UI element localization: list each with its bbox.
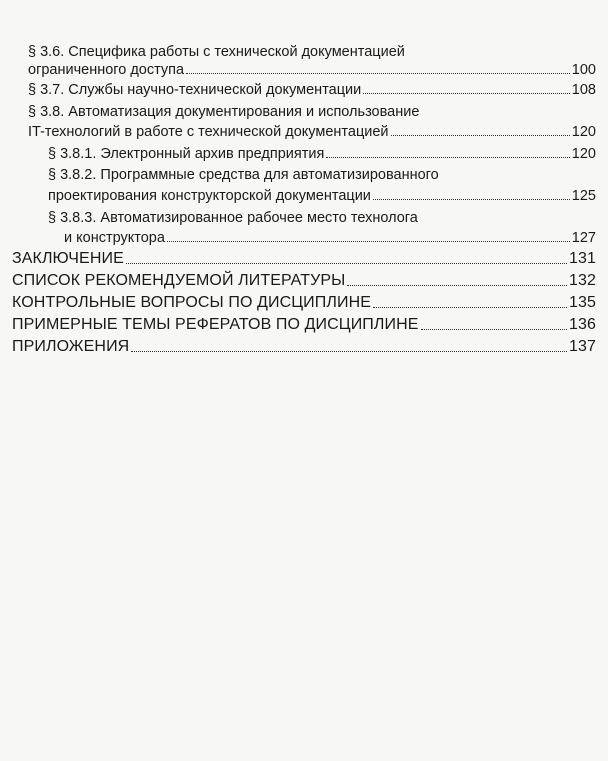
toc-entry-3-8-line2: IT-технологий в работе с технической документацией	[28, 124, 389, 140]
page-number: 132	[569, 272, 596, 289]
toc-entry-text: ПРИМЕРНЫЕ ТЕМЫ РЕФЕРАТОВ ПО ДИСЦИПЛИНЕ	[12, 316, 419, 333]
toc-entry-3-8-2[interactable]	[48, 188, 596, 204]
page-number: 100	[571, 62, 596, 78]
toc-entry-3-6[interactable]	[28, 62, 596, 78]
dot-leader	[363, 92, 570, 94]
page-number: 120	[571, 146, 596, 162]
toc-entry-3-8-1[interactable]	[48, 146, 596, 162]
dot-leader	[326, 156, 569, 158]
toc-entry-3-6-line1: § 3.6. Специфика работы с технической документацией	[28, 44, 405, 60]
page-number: 108	[571, 82, 596, 98]
toc-entry-3-6-line2: ограниченного доступа	[28, 62, 185, 78]
toc-entry-conclusion[interactable]	[12, 250, 596, 268]
toc-entry-literature[interactable]	[12, 272, 596, 290]
toc-entry-text: ЗАКЛЮЧЕНИЕ	[12, 250, 124, 267]
dot-leader	[391, 134, 570, 136]
dot-leader	[373, 198, 570, 200]
page-number: 131	[569, 250, 596, 267]
toc-entry-3-8-3[interactable]	[64, 230, 596, 246]
toc-entry-text: ПРИЛОЖЕНИЯ	[12, 338, 130, 355]
toc-entry-3-8-line1: § 3.8. Автоматизация документирования и использование	[28, 104, 420, 120]
dot-leader	[167, 240, 570, 242]
toc-entry-text: § 3.8.1. Электронный архив предприятия	[48, 146, 325, 162]
dot-leader	[131, 350, 567, 352]
page-number: 127	[571, 230, 596, 246]
dot-leader	[126, 262, 567, 264]
toc-entry-text: КОНТРОЛЬНЫЕ ВОПРОСЫ ПО ДИСЦИПЛИНЕ	[12, 294, 371, 311]
page-number: 120	[571, 124, 596, 140]
toc-entry-3-8-2-line1: § 3.8.2. Программные средства для автоматизированного	[48, 167, 439, 183]
toc-entry-questions[interactable]	[12, 294, 596, 312]
toc-entry-3-8-3-line2: и конструктора	[64, 230, 165, 246]
page-number: 136	[569, 316, 596, 333]
toc-entry-3-8-2-line2: проектирования конструкторской документации	[48, 188, 371, 204]
toc-entry-3-7[interactable]	[28, 82, 596, 98]
toc-entry-3-8[interactable]	[28, 124, 596, 140]
dot-leader	[186, 72, 570, 74]
dot-leader	[421, 328, 567, 330]
toc-entry-text: СПИСОК РЕКОМЕНДУЕМОЙ ЛИТЕРАТУРЫ	[12, 272, 346, 289]
page-number: 135	[569, 294, 596, 311]
toc-entry-3-8-3-line1: § 3.8.3. Автоматизированное рабочее место технолога	[48, 210, 418, 226]
page-number: 125	[571, 188, 596, 204]
dot-leader	[347, 284, 567, 286]
page-number: 137	[569, 338, 596, 355]
toc-entry-topics[interactable]	[12, 316, 596, 334]
toc-entry-appendix[interactable]	[12, 338, 596, 356]
dot-leader	[373, 306, 567, 308]
toc-entry-text: § 3.7. Службы научно-технической документации	[28, 82, 362, 98]
